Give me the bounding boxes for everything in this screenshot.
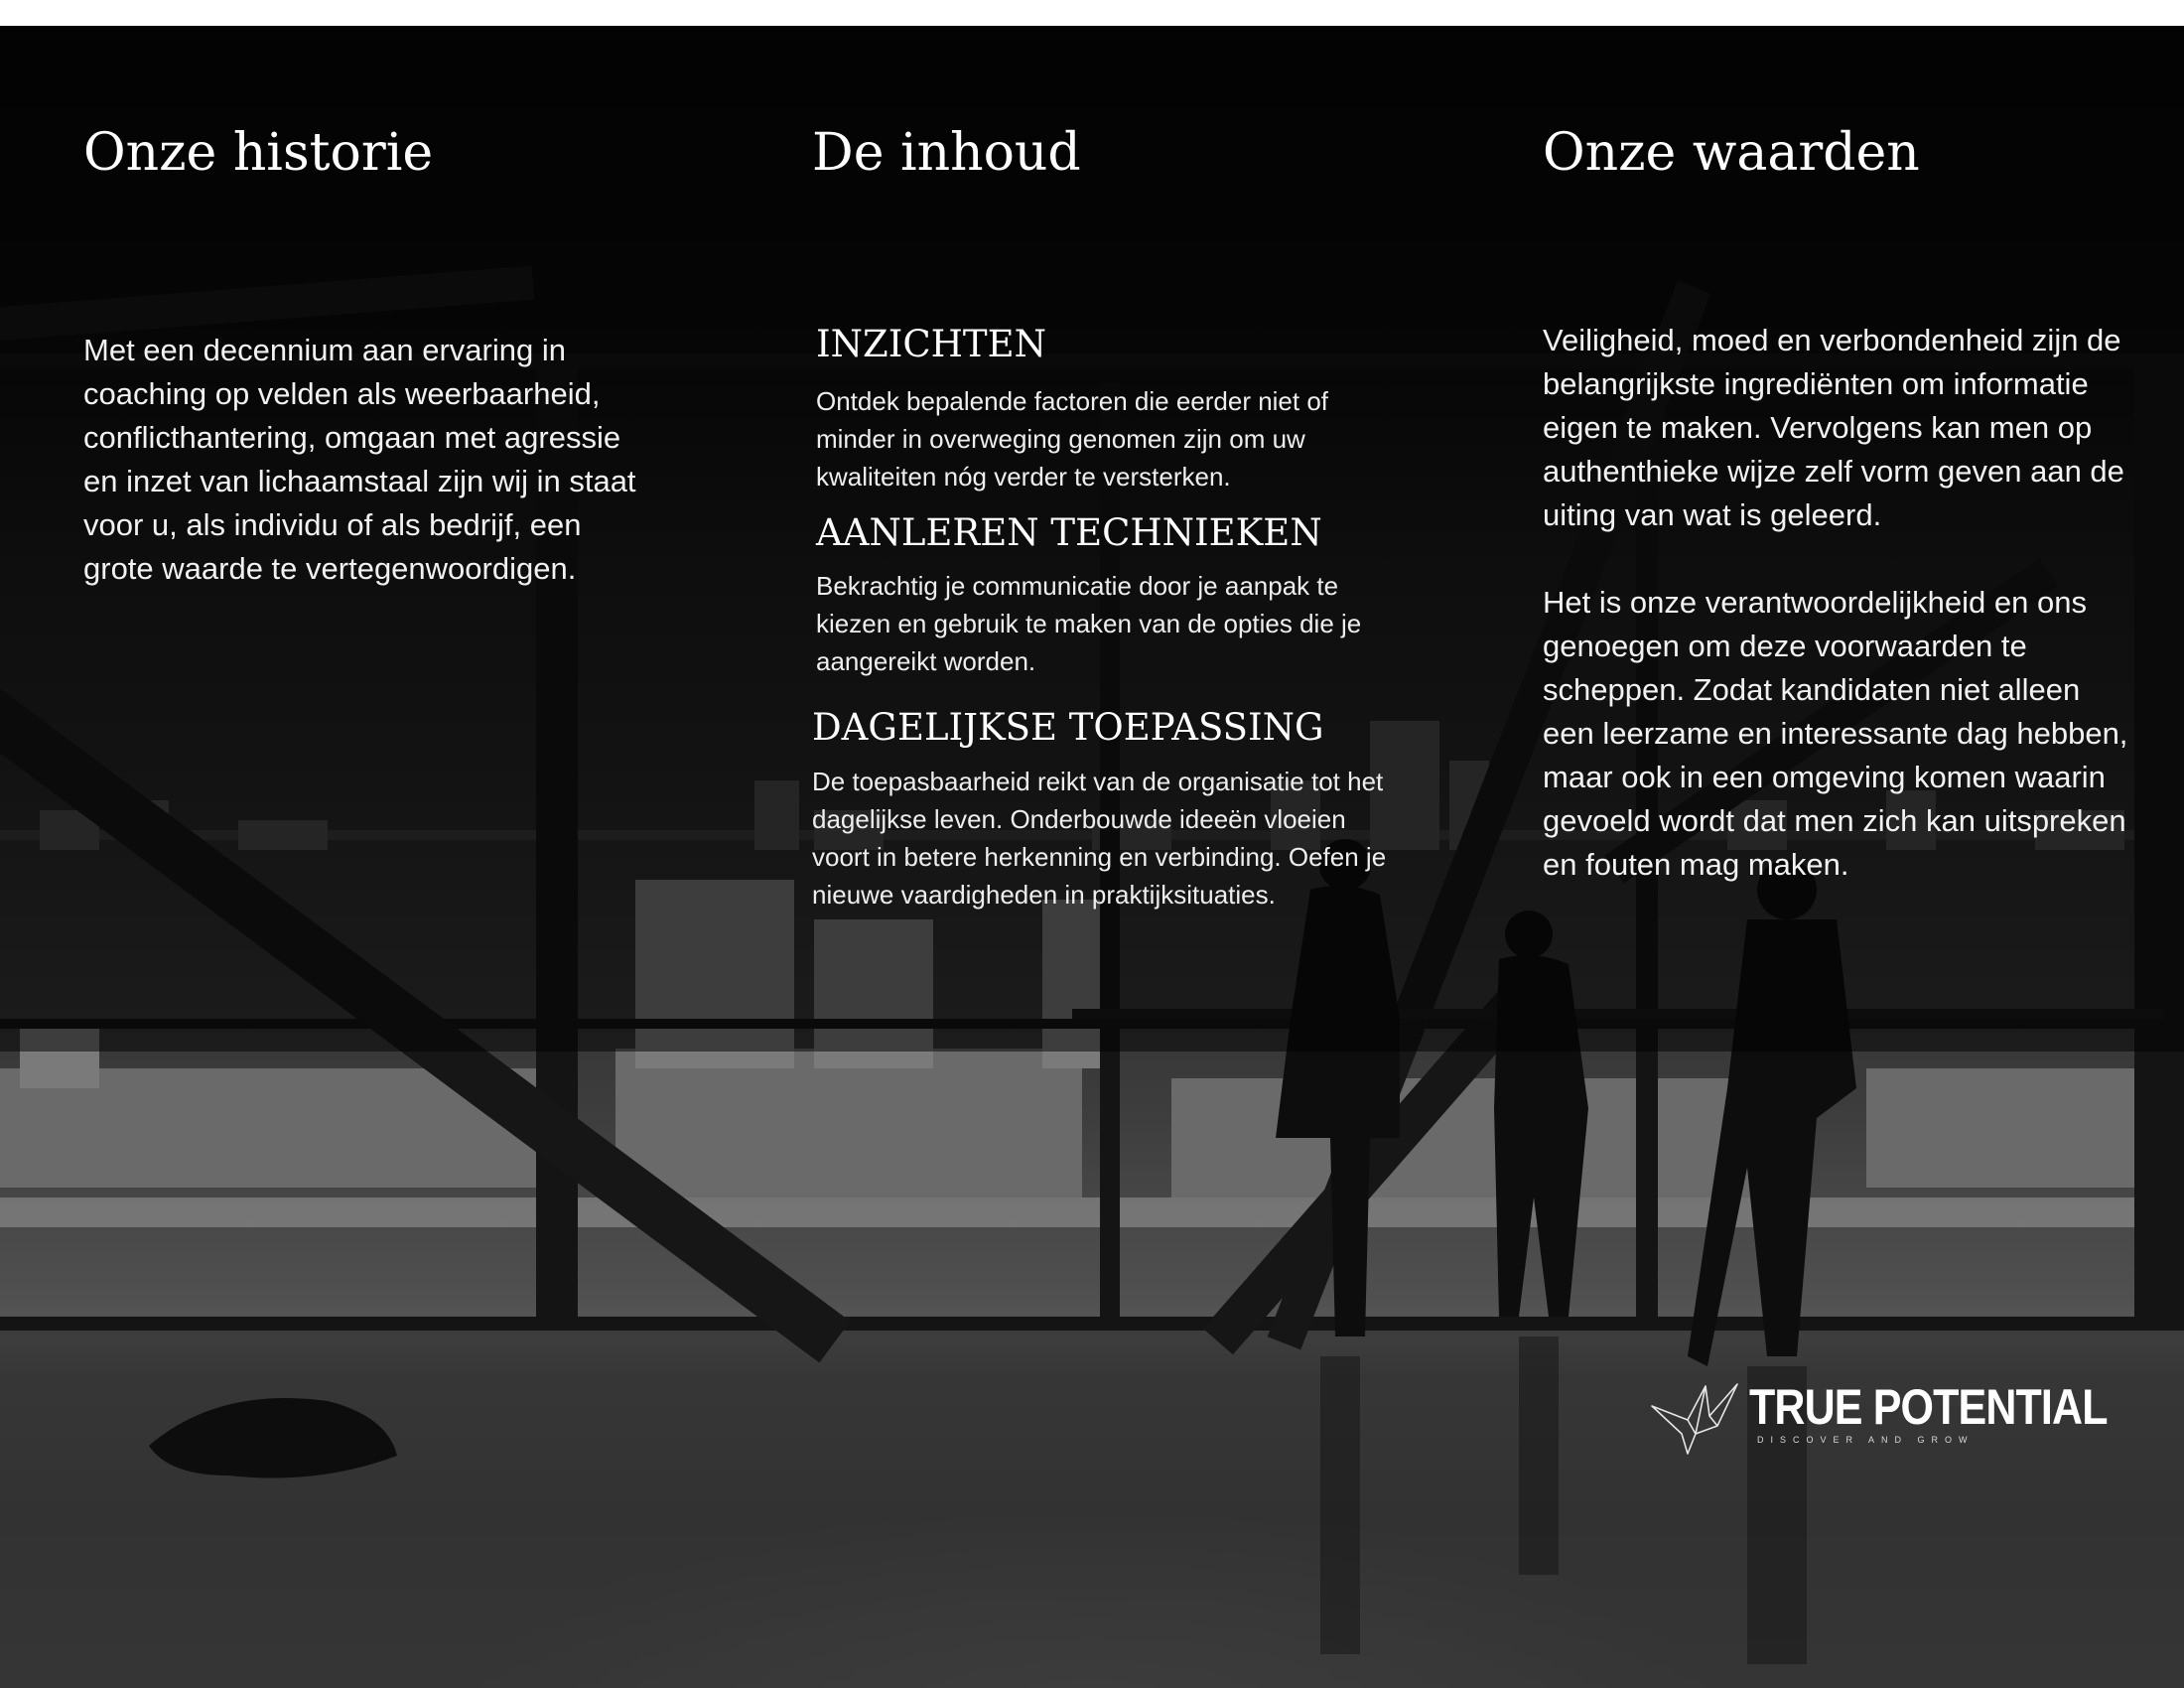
section-text-daily-application: De toepasbaarheid reikt van de organisatie tot het dagelijkse leven. Onderbouwde ideeën vloeien voort in betere herkenning en verbinding. Oefen je nieuwe vaardigheden in praktijksituaties. <box>812 767 1387 910</box>
section-title-insights: INZICHTEN <box>816 323 1046 365</box>
section-title-techniques: AANLEREN TECHNIEKEN <box>816 511 1322 554</box>
column-heading-content: De inhoud <box>812 123 1081 183</box>
brand-tagline: DISCOVER AND GROW <box>1757 1435 1975 1445</box>
true-potential-logo <box>1648 1376 2108 1466</box>
brand-name: TRUE POTENTIAL <box>1749 1379 2108 1435</box>
values-paragraph: Het is onze verantwoordelijkheid en ons genoegen om deze voorwaarden te scheppen. Zodat kandidaten niet alleen een leerzame en interessante dag hebben, maar ook in een omgeving komen waarin gevoeld wordt dat men zich kan uitspreken en fouten mag maken. <box>1543 585 2128 882</box>
values-paragraph: Veiligheid, moed en verbondenheid zijn de belangrijkste ingrediënten om informatie eigen te maken. Vervolgens kan men op authenthieke wijze zelf vorm geven aan de uiting van wat is geleerd. <box>1543 323 2124 532</box>
brochure-panel <box>0 26 2184 1688</box>
origami-crane-icon <box>1648 1376 1743 1456</box>
section-text-techniques: Bekrachtig je communicatie door je aanpak te kiezen en gebruik te maken van de opties die je aangereikt worden. <box>816 571 1362 676</box>
window-light <box>0 1197 2144 1227</box>
section-text-insights: Ontdek bepalende factoren die eerder niet of minder in overweging genomen zijn om uw kwaliteiten nóg verder te versterken. <box>816 386 1329 492</box>
values-text <box>1543 319 2128 930</box>
column-heading-values: Onze waarden <box>1543 123 1920 183</box>
history-text: Met een decennium aan ervaring in coaching op velden als weerbaarheid, conflicthantering, omgaan met agressie en inzet van lichaamstaal zijn wij in staat voor u, als individu of als bedrijf, een grote waarde te vertegenwoordigen. <box>83 333 636 586</box>
column-heading-history: Onze historie <box>83 123 434 183</box>
section-title-daily-application: DAGELIJKSE TOEPASSING <box>812 706 1324 749</box>
